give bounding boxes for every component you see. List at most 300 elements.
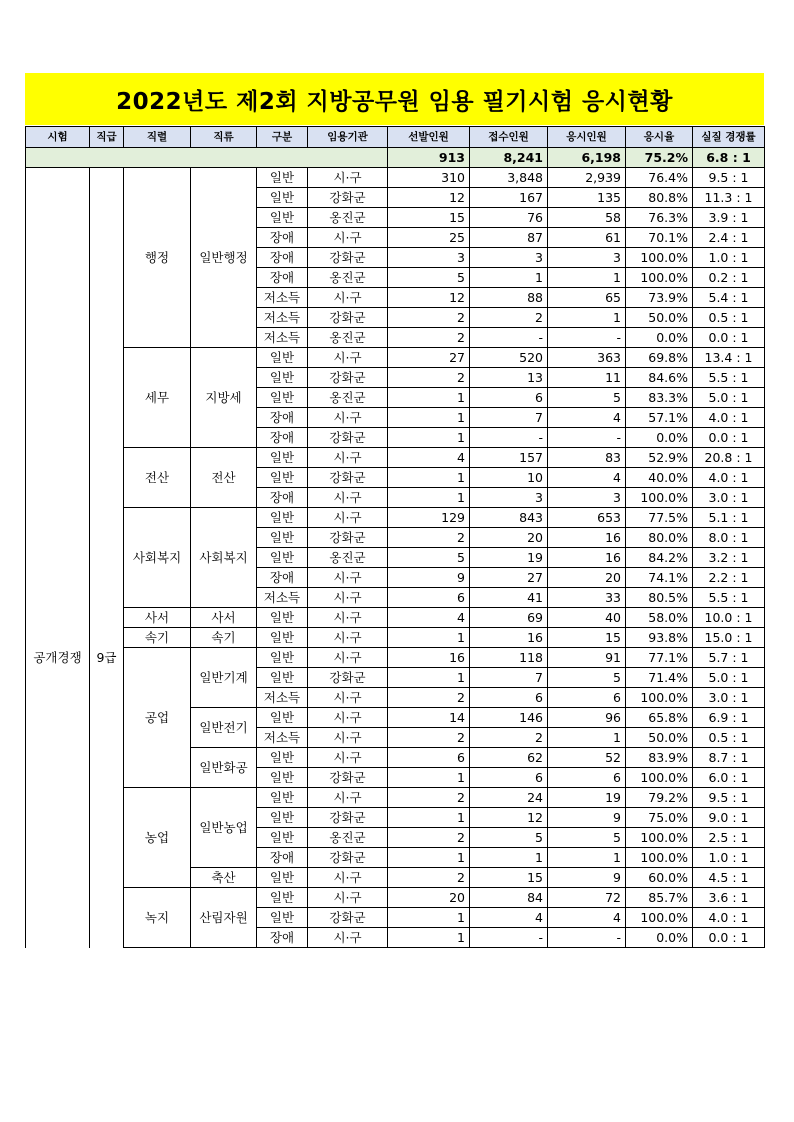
jikryeol-cell: 전산: [124, 448, 191, 508]
selected-cell: 27: [388, 348, 470, 368]
rate-cell: 52.9%: [626, 448, 693, 468]
attended-cell: 16: [548, 528, 626, 548]
rate-cell: 50.0%: [626, 308, 693, 328]
agency-cell: 시·구: [308, 288, 388, 308]
competition-cell: 9.0 : 1: [693, 808, 765, 828]
table-row: [26, 648, 765, 668]
agency-cell: 옹진군: [308, 388, 388, 408]
competition-cell: 0.0 : 1: [693, 428, 765, 448]
applied-cell: 16: [470, 628, 548, 648]
competition-cell: 3.0 : 1: [693, 488, 765, 508]
total-label-cell: [26, 148, 388, 168]
rate-cell: 75.0%: [626, 808, 693, 828]
attended-cell: 4: [548, 408, 626, 428]
attended-cell: -: [548, 328, 626, 348]
agency-cell: 시·구: [308, 728, 388, 748]
applied-cell: 62: [470, 748, 548, 768]
applied-cell: 157: [470, 448, 548, 468]
rate-cell: 74.1%: [626, 568, 693, 588]
selected-cell: 2: [388, 328, 470, 348]
category-cell: 저소득: [257, 728, 308, 748]
rate-cell: 84.6%: [626, 368, 693, 388]
attended-cell: 19: [548, 788, 626, 808]
agency-cell: 강화군: [308, 248, 388, 268]
jikryu-cell: 일반화공: [191, 748, 257, 788]
attended-cell: 91: [548, 648, 626, 668]
total-row: [26, 148, 765, 168]
competition-cell: 1.0 : 1: [693, 848, 765, 868]
attended-cell: 3: [548, 488, 626, 508]
category-cell: 장애: [257, 268, 308, 288]
selected-cell: 15: [388, 208, 470, 228]
header-cell: 직급: [90, 127, 124, 148]
selected-cell: 12: [388, 288, 470, 308]
rate-cell: 77.1%: [626, 648, 693, 668]
rate-cell: 100.0%: [626, 908, 693, 928]
category-cell: 일반: [257, 348, 308, 368]
jikryeol-cell: 농업: [124, 788, 191, 888]
selected-cell: 1: [388, 468, 470, 488]
jikryu-cell: 지방세: [191, 348, 257, 448]
selected-cell: 9: [388, 568, 470, 588]
rate-cell: 60.0%: [626, 868, 693, 888]
jikryu-cell: 산림자원: [191, 888, 257, 948]
category-cell: 장애: [257, 848, 308, 868]
selected-cell: 1: [388, 808, 470, 828]
competition-cell: 0.2 : 1: [693, 268, 765, 288]
attended-cell: 61: [548, 228, 626, 248]
selected-cell: 2: [388, 308, 470, 328]
grade-cell: 9급: [90, 168, 124, 948]
agency-cell: 시·구: [308, 228, 388, 248]
applied-cell: 15: [470, 868, 548, 888]
applied-cell: 20: [470, 528, 548, 548]
agency-cell: 강화군: [308, 368, 388, 388]
selected-cell: 2: [388, 368, 470, 388]
rate-cell: 0.0%: [626, 928, 693, 948]
category-cell: 장애: [257, 248, 308, 268]
competition-cell: 4.5 : 1: [693, 868, 765, 888]
selected-cell: 310: [388, 168, 470, 188]
jikryu-cell: 사서: [191, 608, 257, 628]
applied-cell: 118: [470, 648, 548, 668]
category-cell: 일반: [257, 748, 308, 768]
competition-cell: 4.0 : 1: [693, 408, 765, 428]
rate-cell: 80.8%: [626, 188, 693, 208]
attended-cell: 5: [548, 388, 626, 408]
total-selected: 913: [388, 148, 470, 168]
jikryeol-cell: 세무: [124, 348, 191, 448]
jikryu-cell: 사회복지: [191, 508, 257, 608]
selected-cell: 1: [388, 488, 470, 508]
header-cell: 실질 경쟁률: [693, 127, 765, 148]
attended-cell: 65: [548, 288, 626, 308]
total-attended: 6,198: [548, 148, 626, 168]
applied-cell: 3: [470, 488, 548, 508]
category-cell: 일반: [257, 708, 308, 728]
category-cell: 일반: [257, 628, 308, 648]
header-cell: 구분: [257, 127, 308, 148]
attended-cell: 1: [548, 308, 626, 328]
rate-cell: 57.1%: [626, 408, 693, 428]
agency-cell: 강화군: [308, 308, 388, 328]
selected-cell: 2: [388, 788, 470, 808]
rate-cell: 100.0%: [626, 268, 693, 288]
table-row: [26, 628, 765, 648]
rate-cell: 71.4%: [626, 668, 693, 688]
selected-cell: 1: [388, 408, 470, 428]
agency-cell: 강화군: [308, 908, 388, 928]
applied-cell: 520: [470, 348, 548, 368]
agency-cell: 강화군: [308, 668, 388, 688]
header-cell: 선발인원: [388, 127, 470, 148]
jikryeol-cell: 공업: [124, 648, 191, 788]
selected-cell: 12: [388, 188, 470, 208]
category-cell: 저소득: [257, 328, 308, 348]
rate-cell: 77.5%: [626, 508, 693, 528]
jikryeol-cell: 녹지: [124, 888, 191, 948]
competition-cell: 5.5 : 1: [693, 588, 765, 608]
selected-cell: 1: [388, 928, 470, 948]
agency-cell: 강화군: [308, 188, 388, 208]
selected-cell: 1: [388, 848, 470, 868]
competition-cell: 1.0 : 1: [693, 248, 765, 268]
agency-cell: 시·구: [308, 628, 388, 648]
rate-cell: 93.8%: [626, 628, 693, 648]
applied-cell: 5: [470, 828, 548, 848]
applied-cell: 1: [470, 268, 548, 288]
category-cell: 일반: [257, 368, 308, 388]
rate-cell: 70.1%: [626, 228, 693, 248]
rate-cell: 76.3%: [626, 208, 693, 228]
competition-cell: 3.9 : 1: [693, 208, 765, 228]
attended-cell: 2,939: [548, 168, 626, 188]
competition-cell: 5.0 : 1: [693, 668, 765, 688]
applied-cell: 2: [470, 308, 548, 328]
agency-cell: 옹진군: [308, 828, 388, 848]
rate-cell: 83.9%: [626, 748, 693, 768]
competition-cell: 11.3 : 1: [693, 188, 765, 208]
competition-cell: 5.0 : 1: [693, 388, 765, 408]
attended-cell: 6: [548, 688, 626, 708]
agency-cell: 시·구: [308, 408, 388, 428]
attended-cell: 363: [548, 348, 626, 368]
competition-cell: 2.2 : 1: [693, 568, 765, 588]
selected-cell: 20: [388, 888, 470, 908]
attended-cell: 9: [548, 808, 626, 828]
rate-cell: 100.0%: [626, 688, 693, 708]
attended-cell: 135: [548, 188, 626, 208]
selected-cell: 1: [388, 388, 470, 408]
attended-cell: 6: [548, 768, 626, 788]
category-cell: 일반: [257, 168, 308, 188]
selected-cell: 6: [388, 748, 470, 768]
agency-cell: 시·구: [308, 568, 388, 588]
category-cell: 일반: [257, 888, 308, 908]
competition-cell: 5.1 : 1: [693, 508, 765, 528]
competition-cell: 4.0 : 1: [693, 908, 765, 928]
applied-cell: 27: [470, 568, 548, 588]
attended-cell: 5: [548, 668, 626, 688]
attended-cell: 9: [548, 868, 626, 888]
total-applied: 8,241: [470, 148, 548, 168]
applied-cell: 87: [470, 228, 548, 248]
applied-cell: 6: [470, 768, 548, 788]
selected-cell: 129: [388, 508, 470, 528]
table-body: [26, 168, 765, 948]
agency-cell: 시·구: [308, 588, 388, 608]
selected-cell: 4: [388, 608, 470, 628]
selected-cell: 5: [388, 268, 470, 288]
competition-cell: 8.0 : 1: [693, 528, 765, 548]
header-cell: 임용기관: [308, 127, 388, 148]
category-cell: 일반: [257, 648, 308, 668]
attended-cell: 33: [548, 588, 626, 608]
header-cell: 응시인원: [548, 127, 626, 148]
header-row: [26, 127, 765, 148]
category-cell: 일반: [257, 608, 308, 628]
category-cell: 일반: [257, 448, 308, 468]
agency-cell: 옹진군: [308, 548, 388, 568]
competition-cell: 5.4 : 1: [693, 288, 765, 308]
jikryu-cell: 일반전기: [191, 708, 257, 748]
category-cell: 일반: [257, 788, 308, 808]
agency-cell: 시·구: [308, 648, 388, 668]
attended-cell: 40: [548, 608, 626, 628]
category-cell: 저소득: [257, 288, 308, 308]
rate-cell: 100.0%: [626, 848, 693, 868]
selected-cell: 2: [388, 828, 470, 848]
rate-cell: 40.0%: [626, 468, 693, 488]
selected-cell: 1: [388, 628, 470, 648]
agency-cell: 시·구: [308, 508, 388, 528]
category-cell: 일반: [257, 468, 308, 488]
applied-cell: 3,848: [470, 168, 548, 188]
header-cell: 응시율: [626, 127, 693, 148]
agency-cell: 강화군: [308, 848, 388, 868]
jikryeol-cell: 행정: [124, 168, 191, 348]
selected-cell: 2: [388, 688, 470, 708]
applied-cell: 12: [470, 808, 548, 828]
rate-cell: 73.9%: [626, 288, 693, 308]
rate-cell: 50.0%: [626, 728, 693, 748]
applied-cell: 6: [470, 388, 548, 408]
applied-cell: 3: [470, 248, 548, 268]
category-cell: 일반: [257, 188, 308, 208]
competition-cell: 3.2 : 1: [693, 548, 765, 568]
rate-cell: 100.0%: [626, 828, 693, 848]
selected-cell: 1: [388, 768, 470, 788]
header-cell: 시험: [26, 127, 90, 148]
competition-cell: 3.0 : 1: [693, 688, 765, 708]
competition-cell: 13.4 : 1: [693, 348, 765, 368]
applied-cell: 4: [470, 908, 548, 928]
attended-cell: -: [548, 428, 626, 448]
selected-cell: 6: [388, 588, 470, 608]
applied-cell: 7: [470, 668, 548, 688]
applied-cell: 1: [470, 848, 548, 868]
competition-cell: 0.5 : 1: [693, 728, 765, 748]
attended-cell: 653: [548, 508, 626, 528]
header-cell: 직렬: [124, 127, 191, 148]
jikryu-cell: 축산: [191, 868, 257, 888]
attended-cell: -: [548, 928, 626, 948]
agency-cell: 강화군: [308, 428, 388, 448]
selected-cell: 16: [388, 648, 470, 668]
category-cell: 저소득: [257, 308, 308, 328]
category-cell: 일반: [257, 208, 308, 228]
rate-cell: 58.0%: [626, 608, 693, 628]
header-cell: 직류: [191, 127, 257, 148]
rate-cell: 80.0%: [626, 528, 693, 548]
applied-cell: 146: [470, 708, 548, 728]
agency-cell: 시·구: [308, 928, 388, 948]
selected-cell: 1: [388, 668, 470, 688]
agency-cell: 시·구: [308, 788, 388, 808]
attended-cell: 96: [548, 708, 626, 728]
attended-cell: 16: [548, 548, 626, 568]
competition-cell: 6.9 : 1: [693, 708, 765, 728]
category-cell: 장애: [257, 568, 308, 588]
table-row: [26, 508, 765, 528]
table-row: [26, 168, 765, 188]
category-cell: 일반: [257, 828, 308, 848]
total-competition: 6.8 : 1: [693, 148, 765, 168]
category-cell: 저소득: [257, 588, 308, 608]
results-table: [25, 126, 765, 948]
applied-cell: 10: [470, 468, 548, 488]
page-title: [25, 73, 764, 125]
agency-cell: 시·구: [308, 748, 388, 768]
agency-cell: 강화군: [308, 808, 388, 828]
attended-cell: 83: [548, 448, 626, 468]
applied-cell: 6: [470, 688, 548, 708]
applied-cell: 69: [470, 608, 548, 628]
applied-cell: 84: [470, 888, 548, 908]
rate-cell: 0.0%: [626, 428, 693, 448]
category-cell: 일반: [257, 808, 308, 828]
selected-cell: 2: [388, 868, 470, 888]
selected-cell: 1: [388, 908, 470, 928]
agency-cell: 시·구: [308, 168, 388, 188]
attended-cell: 72: [548, 888, 626, 908]
category-cell: 장애: [257, 488, 308, 508]
agency-cell: 시·구: [308, 488, 388, 508]
attended-cell: 1: [548, 728, 626, 748]
jikryeol-cell: 사회복지: [124, 508, 191, 608]
category-cell: 일반: [257, 768, 308, 788]
applied-cell: 843: [470, 508, 548, 528]
rate-cell: 84.2%: [626, 548, 693, 568]
applied-cell: -: [470, 928, 548, 948]
jikryu-cell: 전산: [191, 448, 257, 508]
applied-cell: -: [470, 328, 548, 348]
category-cell: 일반: [257, 668, 308, 688]
attended-cell: 58: [548, 208, 626, 228]
agency-cell: 시·구: [308, 868, 388, 888]
rate-cell: 100.0%: [626, 488, 693, 508]
category-cell: 일반: [257, 548, 308, 568]
attended-cell: 1: [548, 848, 626, 868]
competition-cell: 0.0 : 1: [693, 328, 765, 348]
exam-type-cell: 공개경쟁: [26, 168, 90, 948]
rate-cell: 69.8%: [626, 348, 693, 368]
rate-cell: 79.2%: [626, 788, 693, 808]
applied-cell: 13: [470, 368, 548, 388]
agency-cell: 시·구: [308, 348, 388, 368]
selected-cell: 3: [388, 248, 470, 268]
attended-cell: 1: [548, 268, 626, 288]
category-cell: 장애: [257, 928, 308, 948]
competition-cell: 0.5 : 1: [693, 308, 765, 328]
attended-cell: 5: [548, 828, 626, 848]
competition-cell: 9.5 : 1: [693, 168, 765, 188]
jikryeol-cell: 사서: [124, 608, 191, 628]
category-cell: 일반: [257, 508, 308, 528]
competition-cell: 2.5 : 1: [693, 828, 765, 848]
applied-cell: 167: [470, 188, 548, 208]
competition-cell: 15.0 : 1: [693, 628, 765, 648]
jikryu-cell: 속기: [191, 628, 257, 648]
rate-cell: 80.5%: [626, 588, 693, 608]
category-cell: 장애: [257, 408, 308, 428]
rate-cell: 83.3%: [626, 388, 693, 408]
title-text: 2022년도 제2회 지방공무원 임용 필기시험 응시현황: [116, 88, 673, 115]
applied-cell: 19: [470, 548, 548, 568]
agency-cell: 강화군: [308, 768, 388, 788]
table-row: [26, 348, 765, 368]
competition-cell: 20.8 : 1: [693, 448, 765, 468]
rate-cell: 65.8%: [626, 708, 693, 728]
applied-cell: 24: [470, 788, 548, 808]
category-cell: 일반: [257, 868, 308, 888]
selected-cell: 2: [388, 528, 470, 548]
category-cell: 일반: [257, 528, 308, 548]
selected-cell: 5: [388, 548, 470, 568]
agency-cell: 시·구: [308, 708, 388, 728]
header-cell: 접수인원: [470, 127, 548, 148]
agency-cell: 옹진군: [308, 328, 388, 348]
table-row: [26, 788, 765, 808]
competition-cell: 9.5 : 1: [693, 788, 765, 808]
jikryu-cell: 일반농업: [191, 788, 257, 868]
competition-cell: 5.5 : 1: [693, 368, 765, 388]
applied-cell: 7: [470, 408, 548, 428]
attended-cell: 4: [548, 908, 626, 928]
attended-cell: 15: [548, 628, 626, 648]
applied-cell: 88: [470, 288, 548, 308]
attended-cell: 3: [548, 248, 626, 268]
total-rate: 75.2%: [626, 148, 693, 168]
rate-cell: 85.7%: [626, 888, 693, 908]
competition-cell: 0.0 : 1: [693, 928, 765, 948]
applied-cell: -: [470, 428, 548, 448]
category-cell: 일반: [257, 388, 308, 408]
agency-cell: 강화군: [308, 528, 388, 548]
applied-cell: 2: [470, 728, 548, 748]
agency-cell: 시·구: [308, 888, 388, 908]
competition-cell: 2.4 : 1: [693, 228, 765, 248]
category-cell: 일반: [257, 908, 308, 928]
selected-cell: 25: [388, 228, 470, 248]
attended-cell: 11: [548, 368, 626, 388]
rate-cell: 0.0%: [626, 328, 693, 348]
competition-cell: 6.0 : 1: [693, 768, 765, 788]
table-row: [26, 608, 765, 628]
agency-cell: 강화군: [308, 468, 388, 488]
attended-cell: 20: [548, 568, 626, 588]
attended-cell: 52: [548, 748, 626, 768]
